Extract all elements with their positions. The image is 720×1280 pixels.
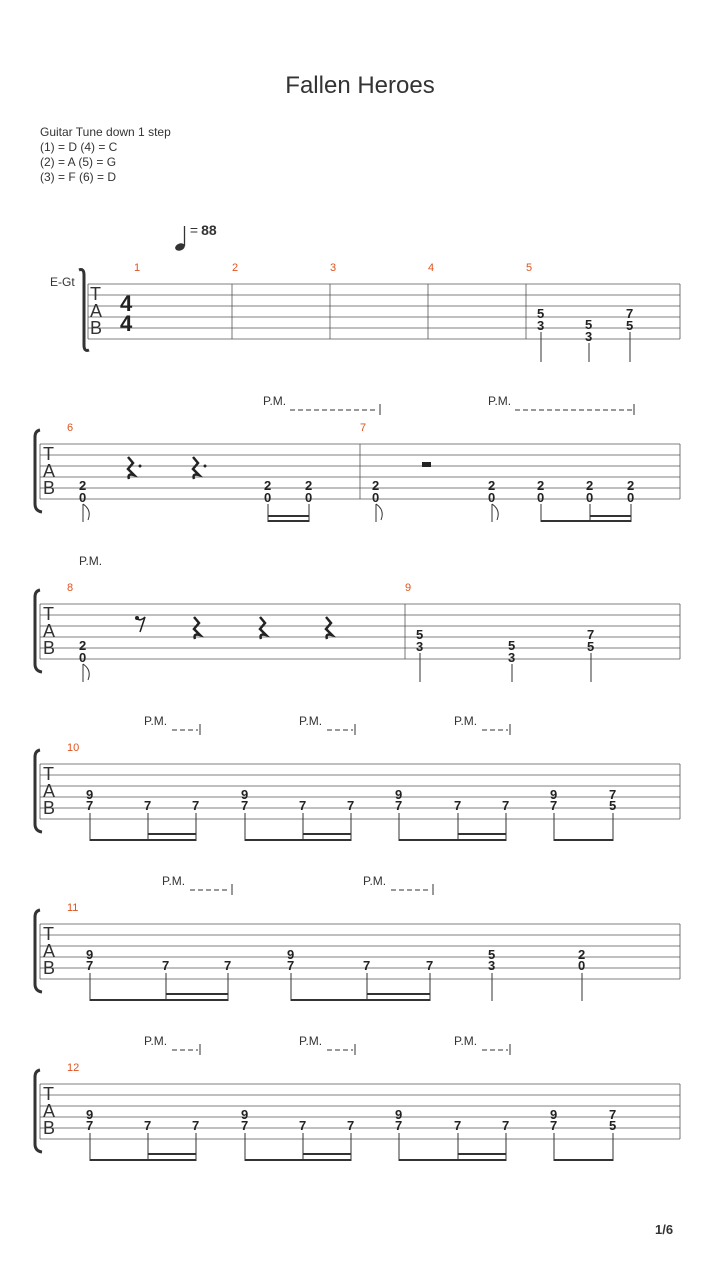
svg-text:5: 5 — [416, 627, 424, 642]
quarter-rest-icon — [194, 617, 332, 639]
palm-mute-label: P.M. — [144, 1034, 168, 1048]
svg-text:5: 5 — [587, 639, 595, 654]
svg-text:2: 2 — [79, 638, 87, 653]
half-rest-icon — [422, 462, 431, 467]
svg-text:5: 5 — [508, 638, 516, 653]
tab-letter-t: T — [43, 1084, 54, 1104]
measure-number: 6 — [67, 422, 74, 434]
svg-text:2: 2 — [305, 478, 313, 493]
svg-text:7: 7 — [192, 798, 200, 813]
measure-number: 7 — [360, 422, 367, 434]
svg-text:3: 3 — [537, 318, 545, 333]
svg-text:9: 9 — [241, 1107, 249, 1122]
svg-text:7: 7 — [299, 798, 307, 813]
svg-text:7: 7 — [550, 798, 558, 813]
svg-text:7: 7 — [144, 798, 152, 813]
staff-system-3 — [35, 554, 680, 682]
staff-system-1 — [79, 262, 680, 362]
page-number: 1/6 — [655, 1222, 674, 1237]
tab-letter-b: B — [43, 1118, 56, 1138]
svg-text:0: 0 — [372, 490, 380, 505]
svg-text:2: 2 — [264, 478, 272, 493]
svg-text:0: 0 — [586, 490, 594, 505]
measure-number: 2 — [232, 262, 239, 274]
instrument-label: E-Gt — [50, 275, 75, 289]
svg-text:9: 9 — [550, 787, 558, 802]
measure-number: 10 — [67, 742, 80, 754]
tab-letter-b: B — [43, 958, 56, 978]
svg-text:9: 9 — [287, 947, 295, 962]
staff-system-5 — [35, 874, 680, 1001]
palm-mute-label: P.M. — [454, 714, 478, 728]
svg-text:0: 0 — [79, 650, 87, 665]
svg-text:7: 7 — [347, 798, 355, 813]
svg-text:5: 5 — [609, 798, 617, 813]
tab-letter-b: B — [43, 638, 56, 658]
tuning-line: (3) = F (6) = D — [40, 170, 117, 184]
measure-number: 1 — [134, 262, 141, 274]
tab-letter-b: B — [43, 798, 56, 818]
svg-text:7: 7 — [86, 1118, 94, 1133]
svg-text:3: 3 — [585, 329, 593, 344]
tab-letter-a: A — [90, 301, 103, 321]
svg-text:7: 7 — [363, 958, 371, 973]
measure-number: 9 — [405, 582, 412, 594]
svg-text:5: 5 — [626, 318, 634, 333]
tuning-heading: Guitar Tune down 1 step — [40, 125, 171, 139]
tab-letter-b: B — [43, 478, 56, 498]
tab-letter-a: A — [43, 941, 56, 961]
svg-text:0: 0 — [537, 490, 545, 505]
measure-number: 8 — [67, 582, 74, 594]
svg-text:7: 7 — [454, 798, 462, 813]
tab-letter-t: T — [43, 924, 54, 944]
svg-text:3: 3 — [416, 639, 424, 654]
staff-system-6 — [35, 1034, 680, 1161]
staff-system-4 — [35, 714, 680, 841]
svg-text:7: 7 — [86, 798, 94, 813]
svg-text:0: 0 — [305, 490, 313, 505]
svg-text:9: 9 — [395, 787, 403, 802]
svg-text:0: 0 — [488, 490, 496, 505]
measure-number: 3 — [330, 262, 337, 274]
svg-text:7: 7 — [144, 1118, 152, 1133]
song-title: Fallen Heroes — [285, 72, 435, 99]
svg-text:2: 2 — [627, 478, 635, 493]
svg-text:7: 7 — [395, 798, 403, 813]
tab-letter-t: T — [43, 764, 54, 784]
svg-text:9: 9 — [241, 787, 249, 802]
palm-mute-label: P.M. — [363, 874, 387, 888]
tab-letter-a: A — [43, 781, 56, 801]
svg-text:7: 7 — [241, 798, 249, 813]
svg-text:2: 2 — [79, 478, 87, 493]
tab-letter-a: A — [43, 621, 56, 641]
palm-mute-label: P.M. — [263, 394, 287, 408]
svg-text:7: 7 — [609, 787, 617, 802]
svg-text:9: 9 — [86, 947, 94, 962]
quarter-note-icon — [174, 226, 186, 252]
tab-letter-t: T — [43, 604, 54, 624]
svg-text:7: 7 — [587, 627, 595, 642]
tempo-value: 88 — [201, 222, 217, 238]
svg-text:7: 7 — [426, 958, 434, 973]
svg-text:7: 7 — [287, 958, 295, 973]
palm-mute-label: P.M. — [488, 394, 512, 408]
svg-text:9: 9 — [550, 1107, 558, 1122]
svg-text:7: 7 — [609, 1107, 617, 1122]
fret-numbers — [86, 947, 585, 973]
tab-letter-a: A — [43, 461, 56, 481]
svg-text:0: 0 — [264, 490, 272, 505]
svg-text:7: 7 — [626, 306, 634, 321]
svg-text:7: 7 — [192, 1118, 200, 1133]
fret-numbers — [86, 787, 616, 813]
fret-numbers — [86, 1107, 616, 1133]
svg-text:0: 0 — [79, 490, 87, 505]
tab-letter-t: T — [43, 444, 54, 464]
tab-letter-b: B — [90, 318, 103, 338]
svg-text:7: 7 — [550, 1118, 558, 1133]
svg-text:7: 7 — [86, 958, 94, 973]
svg-text:9: 9 — [86, 787, 94, 802]
svg-text:7: 7 — [395, 1118, 403, 1133]
palm-mute-label: P.M. — [454, 1034, 478, 1048]
palm-mute-label: P.M. — [299, 1034, 323, 1048]
svg-text:9: 9 — [86, 1107, 94, 1122]
palm-mute-label: P.M. — [299, 714, 323, 728]
tuning-line: (1) = D (4) = C — [40, 140, 118, 154]
svg-text:7: 7 — [224, 958, 232, 973]
svg-text:0: 0 — [578, 958, 586, 973]
svg-text:5: 5 — [537, 306, 545, 321]
tuning-line: (2) = A (5) = G — [40, 155, 117, 169]
svg-text:3: 3 — [508, 650, 516, 665]
svg-text:7: 7 — [241, 1118, 249, 1133]
svg-text:2: 2 — [537, 478, 545, 493]
measure-number: 11 — [67, 902, 79, 914]
svg-text:7: 7 — [299, 1118, 307, 1133]
svg-text:9: 9 — [395, 1107, 403, 1122]
measure-number: 4 — [428, 262, 435, 274]
svg-text:3: 3 — [488, 958, 496, 973]
fret-numbers — [79, 478, 634, 505]
tempo-equals: = — [189, 222, 199, 238]
svg-text:5: 5 — [488, 947, 496, 962]
svg-text:7: 7 — [454, 1118, 462, 1133]
svg-text:2: 2 — [488, 478, 496, 493]
staff-system-2 — [35, 394, 680, 522]
svg-text:7: 7 — [502, 798, 510, 813]
time-sig-top: 4 — [120, 291, 133, 316]
svg-text:5: 5 — [609, 1118, 617, 1133]
palm-mute-label: P.M. — [79, 554, 103, 568]
palm-mute-label: P.M. — [162, 874, 186, 888]
svg-text:7: 7 — [347, 1118, 355, 1133]
quarter-rest-icon — [128, 457, 199, 479]
svg-text:2: 2 — [372, 478, 380, 493]
svg-text:7: 7 — [502, 1118, 510, 1133]
fret-numbers — [537, 306, 633, 344]
svg-text:7: 7 — [162, 958, 170, 973]
svg-text:0: 0 — [627, 490, 635, 505]
measure-number: 5 — [526, 262, 533, 274]
measure-number: 12 — [67, 1062, 80, 1074]
palm-mute-label: P.M. — [144, 714, 168, 728]
tab-letter-a: A — [43, 1101, 56, 1121]
svg-text:2: 2 — [586, 478, 594, 493]
svg-text:2: 2 — [578, 947, 586, 962]
svg-text:5: 5 — [585, 317, 593, 332]
time-sig-bottom: 4 — [120, 311, 133, 336]
tab-letter-t: T — [90, 284, 101, 304]
